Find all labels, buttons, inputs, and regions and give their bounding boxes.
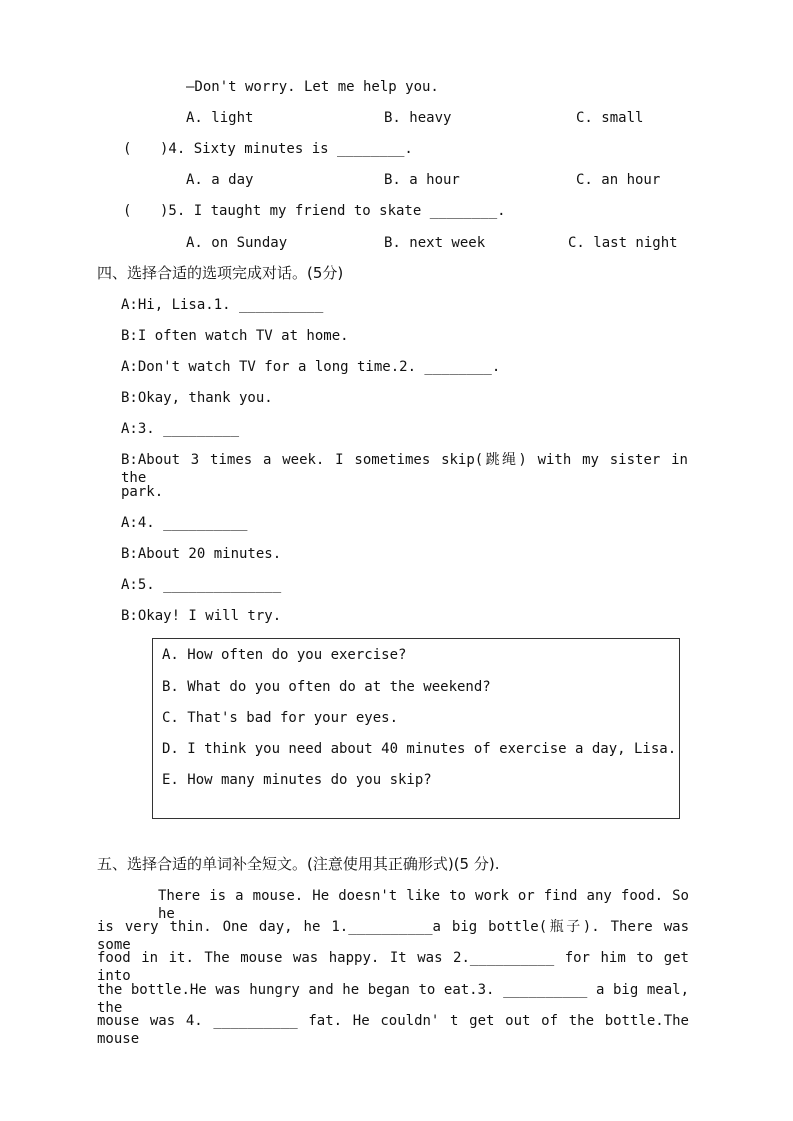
choices-box <box>152 638 680 819</box>
section5-heading: 五、选择合适的单词补全短文。(注意使用其正确形式)(5 分). <box>97 855 500 873</box>
dialog-line-3: A:Don't watch TV for a long time.2. ________. <box>121 359 501 375</box>
q5-bracket: ( <box>123 203 132 219</box>
q4-bracket: ( <box>123 141 132 157</box>
dialog-line-2: B:I often watch TV at home. <box>121 328 349 344</box>
dialog-line-10: A:5. ______________ <box>121 577 282 593</box>
dialog-line-5: A:3. _________ <box>121 421 240 437</box>
q3-option-a: A. light <box>186 110 254 126</box>
q3-option-b: B. heavy <box>384 110 452 126</box>
passage-line-3: food in it. The mouse was happy. It was 2.__________ for him to get into <box>97 950 689 984</box>
q5-option-c: C. last night <box>568 235 678 251</box>
q4-option-c: C. an hour <box>576 172 661 188</box>
q5-option-a: A. on Sunday <box>186 235 288 251</box>
choice-e: E. How many minutes do you skip? <box>162 772 432 788</box>
q4-option-a: A. a day <box>186 172 254 188</box>
dialog-line: —Don't worry. Let me help you. <box>186 79 439 95</box>
q3-option-c: C. small <box>576 110 644 126</box>
passage-line-1: There is a mouse. He doesn't like to work or find any food. So he <box>158 888 689 922</box>
dialog-line-11: B:Okay! I will try. <box>121 608 282 624</box>
choice-a: A. How often do you exercise? <box>162 647 407 663</box>
dialog-line-7: park. <box>121 484 164 500</box>
choice-c: C. That's bad for your eyes. <box>162 710 399 726</box>
dialog-line-4: B:Okay, thank you. <box>121 390 273 406</box>
dialog-line-8: A:4. __________ <box>121 515 248 531</box>
dialog-line-6: B:About 3 times a week. I sometimes skip(跳绳) with my sister in the <box>121 452 688 486</box>
choice-b: B. What do you often do at the weekend? <box>162 679 491 695</box>
dialog-line-9: B:About 20 minutes. <box>121 546 282 562</box>
q4-option-b: B. a hour <box>384 172 460 188</box>
choice-d: D. I think you need about 40 minutes of exercise a day, Lisa. <box>162 741 677 757</box>
dialog-line-1: A:Hi, Lisa.1. __________ <box>121 297 324 313</box>
passage-line-4: the bottle.He was hungry and he began to eat.3. __________ a big meal, the <box>97 982 689 1016</box>
section4-heading: 四、选择合适的选项完成对话。(5分) <box>97 264 344 282</box>
q5-option-b: B. next week <box>384 235 486 251</box>
passage-line-2: is very thin. One day, he 1.__________a big bottle(瓶子). There was some <box>97 919 689 953</box>
passage-line-5: mouse was 4. __________ fat. He couldn' t get out of the bottle.The mouse <box>97 1013 689 1047</box>
q4-question: )4. Sixty minutes is ________. <box>160 141 413 157</box>
q5-question: )5. I taught my friend to skate ________. <box>160 203 506 219</box>
